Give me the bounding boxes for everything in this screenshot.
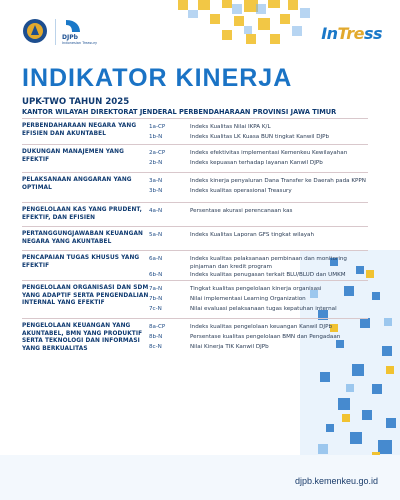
indicator-code: 7a-N [149,286,163,292]
kemenkeu-logo-icon [22,18,48,44]
indicator-code: 7c-N [149,306,162,312]
indicator-code: 8b-N [149,334,163,340]
strategic-area-label: PELAKSANAAN ANGGARAN YANG OPTIMAL [22,177,132,191]
strategic-area-label: PENGELOLAAN KEUANGAN YANG AKUNTABEL, BMN YANG PRODUKTIF SERTA TEKNOLOGI DAN INFORMASI YANG BERKUALITAS [22,323,143,352]
indicator-description: Nilai Kinerja TIK Kanwil DJPb [190,344,269,350]
indicator-row [22,202,368,226]
indicator-code: 4a-N [149,208,163,214]
indicator-description: Indeks Kualitas Laporan GFS tingkat wilayah [190,232,315,238]
indicator-description: Indeks kinerja penyaluran Dana Transfer ke Daerah pada KPPN [190,178,366,184]
strategic-area-label: PENGELOLAAN ORGANISASI DAN SDM YANG ADAPTIF SERTA PENGENDALIAN INTERNAL YANG EFEKTIF [22,285,149,306]
indicator-code: 7b-N [149,296,163,302]
indicator-description: Indeks Kualitas Nilai IKPA K/L [190,124,271,130]
page-title: INDIKATOR KINERJA [22,64,293,92]
indicator-code: 8c-N [149,344,162,350]
indicator-description: Persentase kualitas pengelolaan BMN dan Pengadaan [190,334,341,340]
indicator-code: 2a-CP [149,150,166,156]
strategic-area-label: DUKUNGAN MANAJEMEN YANG EFEKTIF [22,149,124,163]
website-url: djpb.kemenkeu.go.id [294,476,378,486]
indicator-description: Nilai implementasi Learning Organization [190,296,306,302]
indicator-code: 8a-CP [149,324,166,330]
indicator-code: 1b-N [149,134,163,140]
indicator-row [22,118,368,144]
logo-separator [55,19,56,45]
indicator-description: Indeks Kualitas LK Kuasa BUN tingkat Kanwil DJPb [190,134,330,140]
indicator-description: Tingkat kualitas pengelolaan kinerja organisasi [190,286,322,292]
djpb-subtitle: Indonesian Treasury [62,41,98,45]
indicator-row [22,318,368,358]
indicator-row [22,250,368,280]
indicator-row [22,280,368,318]
indicator-description: Indeks kepuasan terhadap layanan Kanwil DJPb [190,160,323,166]
strategic-area-label: PERTANGGUNGJAWABAN KEUANGAN NEGARA YANG AKUNTABEL [22,231,143,245]
indicator-table [22,118,368,358]
indicator-description: Indeks efektivitas implementasi Kemenkeu Kewilayahan [190,150,348,156]
strategic-area-label: PENCAPAIAN TUGAS KHUSUS YANG EFEKTIF [22,255,140,269]
indicator-description: Indeks kualitas pengelolaan keuangan Kanwil DJPb [190,324,333,330]
indicator-description: Indeks kualitas operasional Treasury [190,188,292,194]
page-subtitle: UPK-TWO TAHUN 2025 [22,97,130,107]
djpb-name: DJPb [62,34,78,41]
strategic-area-label: PERBENDAHARAAN NEGARA YANG EFISIEN DAN AKUNTABEL [22,123,137,137]
indicator-description: Indeks kualitas pelaksanaan pembinaan dan monitoring pinjaman dan kredit program [190,256,347,270]
indicator-code: 1a-CP [149,124,166,130]
indicator-code: 6a-N [149,256,163,262]
indicator-code: 2b-N [149,160,163,166]
indicator-description: Persentase akurasi perencanaan kas [190,208,293,214]
indicator-code: 3b-N [149,188,163,194]
indicator-code: 6b-N [149,272,163,278]
indicator-row [22,144,368,172]
indicator-code: 5a-N [149,232,163,238]
strategic-area-label: PENGELOLAAN KAS YANG PRUDENT, EFEKTIF, DAN EFISIEN [22,207,142,221]
indicator-description: Indeks kualitas penugasan terkait BLU/BLUD dan UMKM [190,272,346,278]
office-name: KANTOR WILAYAH DIREKTORAT JENDERAL PERBENDAHARAAN PROVINSI JAWA TIMUR [22,108,337,116]
indicator-code: 3a-N [149,178,163,184]
indicator-row [22,226,368,250]
indicator-row [22,172,368,202]
indicator-description: Nilai evaluasi pelaksanaan tugas kepatuhan internal [190,306,337,312]
intress-logo: InTress [321,24,382,43]
